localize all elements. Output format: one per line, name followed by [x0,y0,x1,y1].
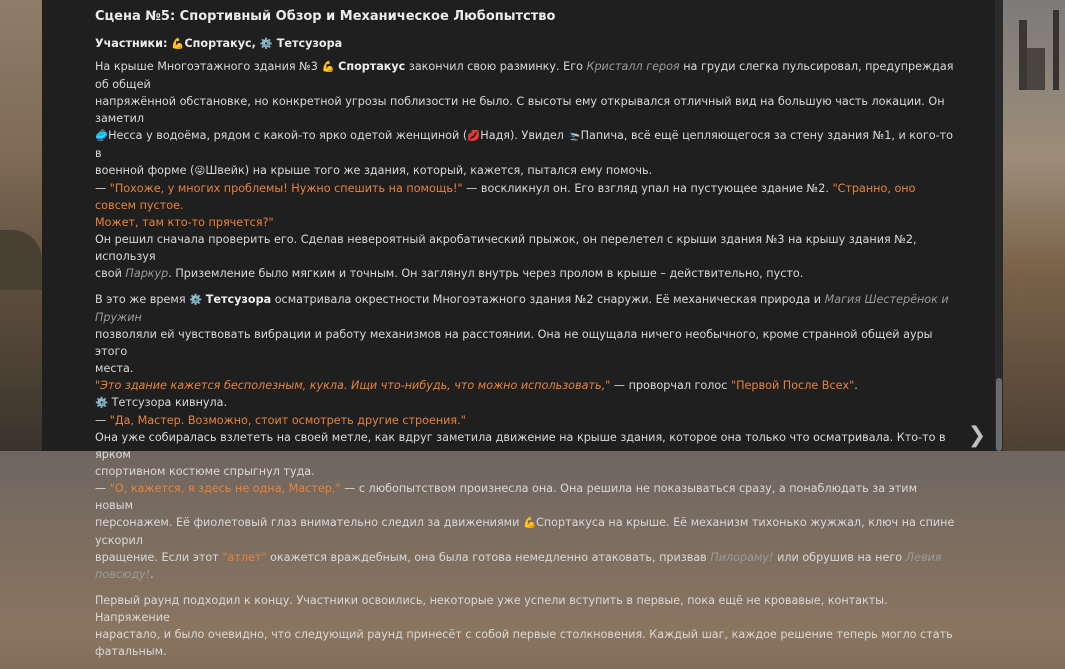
winking-face-icon: 😜 [194,165,206,177]
skill-name: Магия Шестерёнок и Пружин [95,293,949,324]
dialogue-quote: "Да, Мастер. Возможно, стоит осмотреть другие строения." [109,414,466,427]
scrollbar-thumb[interactable] [996,378,1002,451]
skill-name: Кристалл героя [586,60,680,73]
dialogue-quote: "Первой После Всех" [730,379,855,392]
disc-icon: 🥏 [95,130,109,142]
paragraph-round-end: Первый раунд подходил к концу. Участники освоились, некоторые уже успели вступить в первые, пока ещё не кровавые, контакты. Напряжение нарастало, и было очевидно, что следующий раунд принесёт с собой первые столкновения. Каждый шаг, каждое решение теперь могло стать фатальным. [95,594,953,658]
dialogue-quote: "Это здание кажется бесполезным, кукла. Ищи что-нибудь, что можно использовать," [95,379,611,392]
background-left [0,0,42,451]
muscle-icon: 💪 [171,38,185,50]
muscle-icon: 💪 [321,61,335,73]
gear-icon: ⚙️ [259,38,273,50]
landing-plane-icon: 🛬 [567,130,581,142]
participants-label: Участники: [95,37,168,50]
paragraph-sportacus: На крыше Многоэтажного здания №3 💪 Спортакус закончил свою разминку. Его Кристалл героя на груди слегка пульсировал, предупреждая об общей напряжённой обстановке, но конкретной угрозы поблизости не было. С высоты ему открывался отличный вид на большую часть локации. Он заметил 🥏Несса у водоёма, рядом с какой-то ярко одетой женщиной (💋Надя). Увидел 🛬Папича, всё ещё цепляющегося за стену здания №1, и кого-то в военной форме (😜Швейк) на крыше того же здания, который, кажется, пытался ему помочь. — "Похоже, у многих проблемы! Нужно спешить на помощь!" — воскликнул он. Его взгляд упал на пустующее здание №2. "Странно, оно совсем пустое. Может, там кто-то прячется?" Он решил сначала проверить его. Сделав невероятный акробатический прыжок, он перелетел с крыши здания №3 на крышу здания №2, используя свой Паркур. Приземление было мягким и точным. Он заглянул внутрь через пролом в крыше – действительно, пусто. [95,60,954,280]
participants-line [95,35,955,53]
gear-icon: ⚙️ [189,294,203,306]
paragraph-tetsuzora: В это же время ⚙️ Тетсузора осматривала окрестности Многоэтажного здания №2 снаружи. Её механическая природа и Магия Шестерёнок и Пружин позволяли ей чувствовать вибрации и работу механизмов на расстоянии. Она не ощущала ничего необычного, кроме странной общей ауры этого места. "Это здание кажется бесполезным, кукла. Ищи что-нибудь, что можно использовать," — проворчал голос "Первой После Всех". ⚙️ Тетсузора кивнула. — "Да, Мастер. Возможно, стоит осмотреть другие строения." Она уже собиралась взлететь на своей метле, как вдруг заметила движение на крыше здания, которое она только что осматривала. Кто-то в ярком спортивном костюме спрыгнул туда. — "О, кажется, я здесь не одна, Мастер," — с любопытством произнесла она. Она решила не показываться сразу, а понаблюдать за этим новым персонажем. Её фиолетовый глаз внимательно следил за движениями 💪Спортакуса на крыше. Её механизм тихонько жужжал, ключ на спине ускорил вращение. Если этот "атлет" окажется враждебным, она была готова немедленно атаковать, призвав Пилораму! или обрушив на него Левия повсюду!. [95,293,955,581]
gear-icon: ⚙️ [95,397,109,409]
chevron-right-icon[interactable]: ❯ [967,423,987,448]
muscle-icon: 💪 [522,517,537,529]
background-ruin [1027,48,1045,90]
skill-name: Левия повсюду! [95,551,942,581]
scene-title: Сцена №5: Спортивный Обзор и Механическое Любопытство [95,9,556,24]
participant-tetsuzora: Тетсузора [276,37,343,50]
character-name: Спортакус [338,60,406,73]
story-content [95,8,955,669]
dialogue-quote: "атлет" [222,551,267,564]
dialogue-quote: "Похоже, у многих проблемы! Нужно спешить на помощь!" [109,182,463,195]
skill-name: Паркур [125,267,169,280]
participant-sportacus: Спортакус, [184,37,256,50]
dialogue-quote: "Странно, оно совсем пустое. [95,182,916,212]
scrollbar[interactable] [995,0,1003,451]
skill-name: Пилораму! [710,551,774,564]
dialogue-quote: Может, там кто-то прячется?" [95,216,274,229]
background-ruin [1053,10,1059,90]
lips-icon: 💋 [467,130,481,142]
dialogue-quote: "О, кажется, я здесь не одна, Мастер," [109,482,341,495]
story-panel [42,0,1003,658]
character-name: Тетсузора [205,293,272,306]
background-ruin [1019,20,1027,90]
